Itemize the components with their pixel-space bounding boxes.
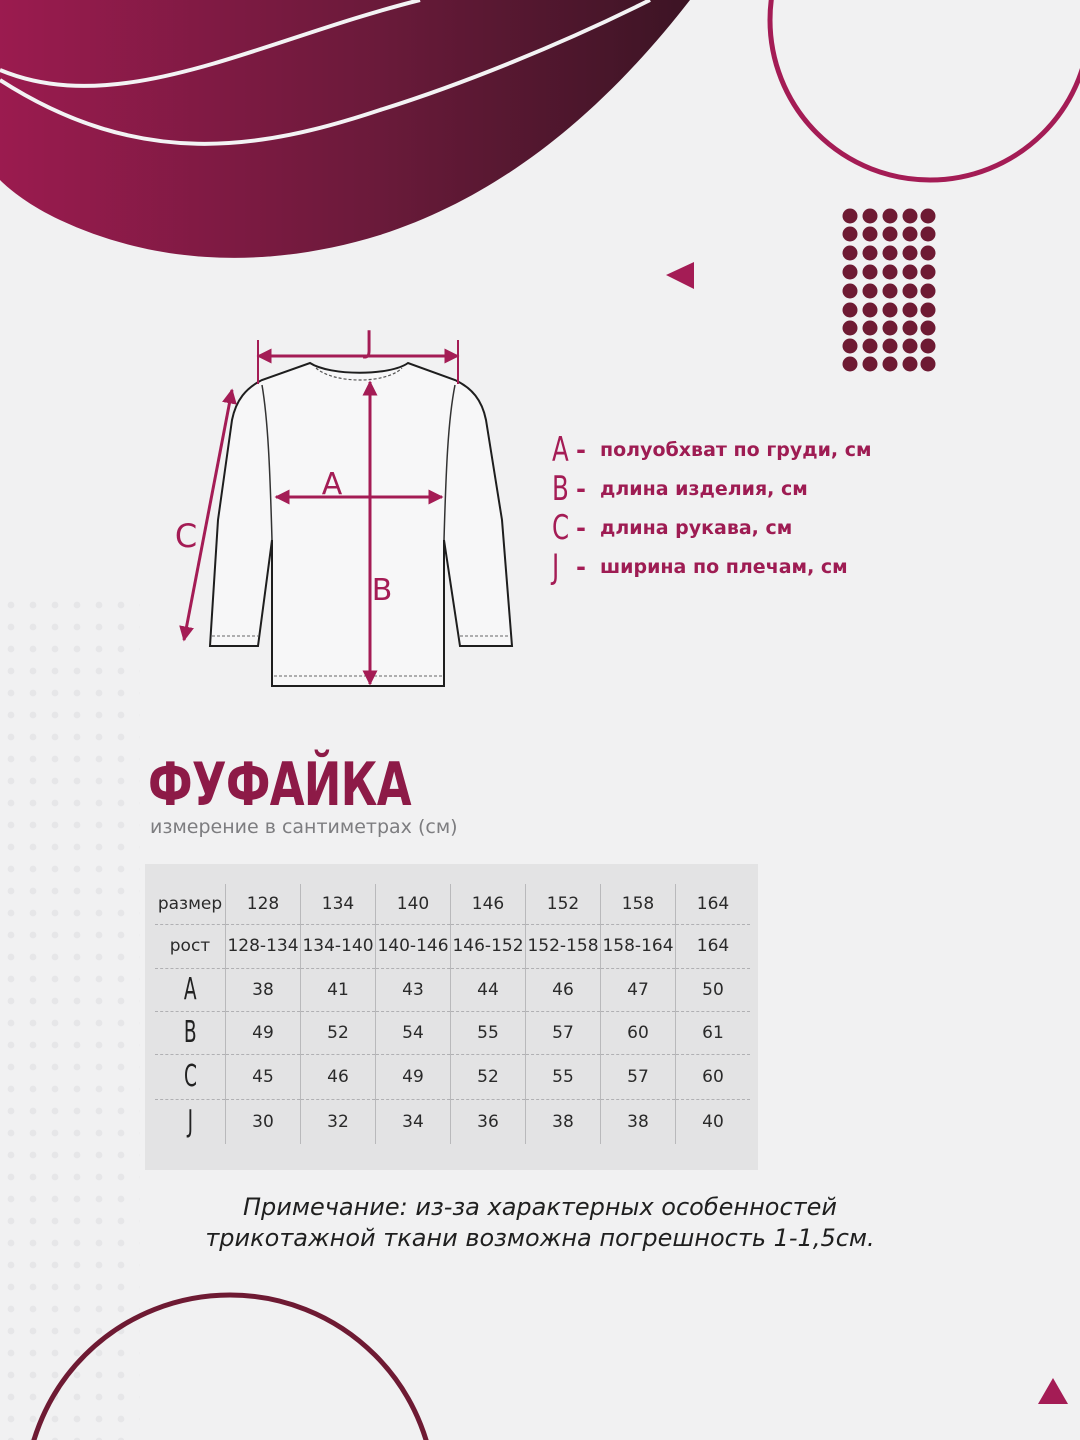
- table-cell: 54: [376, 1011, 451, 1054]
- legend-text: длина изделия, см: [600, 477, 808, 500]
- legend-letter: B: [552, 468, 569, 509]
- legend-text: длина рукава, см: [600, 516, 793, 539]
- table-header-cell: 158: [601, 884, 676, 924]
- table-row: [155, 1099, 750, 1144]
- legend-item-b: B - длина изделия, см: [552, 468, 808, 509]
- table-header-cell: 164: [676, 884, 751, 924]
- table-cell: 46: [301, 1054, 376, 1099]
- table-cell: 38: [526, 1099, 601, 1144]
- legend-letter: J: [552, 546, 559, 587]
- table-cell: 34: [376, 1099, 451, 1144]
- page-subtitle: измерение в сантиметрах (см): [150, 816, 458, 838]
- table-cell: 46: [526, 968, 601, 1011]
- table-header-cell: 134: [301, 884, 376, 924]
- table-cell: 146-152: [451, 924, 526, 968]
- note-line: Примечание: из-за характерных особенностей: [242, 1193, 838, 1221]
- measurement-legend: [552, 430, 972, 586]
- legend-letter: C: [552, 507, 569, 548]
- size-table-card: [145, 864, 758, 1170]
- table-cell: 134-140: [301, 924, 376, 968]
- note-line: трикотажной ткани возможна погрешность 1-1,5см.: [205, 1224, 875, 1252]
- table-cell: 43: [376, 968, 451, 1011]
- label-b: B: [371, 573, 393, 608]
- table-cell: 38: [601, 1099, 676, 1144]
- table-row: [155, 1011, 750, 1054]
- table-header-cell: 140: [376, 884, 451, 924]
- shirt-outline: [210, 363, 512, 686]
- table-header-cell: размер: [155, 884, 226, 924]
- legend-text: полуобхват по груди, см: [600, 438, 872, 461]
- table-cell: 49: [376, 1054, 451, 1099]
- table-cell: 38: [226, 968, 301, 1011]
- table-cell: 41: [301, 968, 376, 1011]
- table-cell: 57: [526, 1011, 601, 1054]
- table-cell: 45: [226, 1054, 301, 1099]
- table-cell: 52: [301, 1011, 376, 1054]
- table-cell: 44: [451, 968, 526, 1011]
- table-cell: 164: [676, 924, 751, 968]
- table-row-head: J: [187, 1104, 193, 1140]
- table-row: [155, 924, 750, 968]
- label-a: A: [321, 467, 343, 502]
- table-cell: 55: [526, 1054, 601, 1099]
- table-cell: 30: [226, 1099, 301, 1144]
- table-cell: 60: [601, 1011, 676, 1054]
- table-cell: 49: [226, 1011, 301, 1054]
- size-table: [155, 884, 750, 1144]
- table-cell: 40: [676, 1099, 751, 1144]
- table-cell: 158-164: [601, 924, 676, 968]
- table-row-head: A: [183, 972, 197, 1007]
- table-header-row: [155, 884, 750, 924]
- legend-text: ширина по плечам, см: [600, 555, 848, 578]
- legend-letter: A: [552, 429, 569, 470]
- table-header-cell: 152: [526, 884, 601, 924]
- table-header-cell: 128: [226, 884, 301, 924]
- table-cell: 128-134: [226, 924, 301, 968]
- table-cell: 32: [301, 1099, 376, 1144]
- table-row-head: B: [183, 1015, 197, 1050]
- table-cell: 52: [451, 1054, 526, 1099]
- table-cell: 55: [451, 1011, 526, 1054]
- table-cell: 50: [676, 968, 751, 1011]
- legend-item-a: A - полуобхват по груди, см: [552, 429, 872, 470]
- table-cell: 57: [601, 1054, 676, 1099]
- label-c: C: [174, 517, 198, 555]
- page-title: ФУФАЙКА: [148, 750, 411, 820]
- table-cell: 47: [601, 968, 676, 1011]
- legend-item-j: J - ширина по плечам, см: [552, 546, 848, 587]
- table-row-head: C: [183, 1059, 197, 1094]
- table-row: [155, 968, 750, 1011]
- table-header-cell: 146: [451, 884, 526, 924]
- table-cell: 152-158: [526, 924, 601, 968]
- table-cell: 61: [676, 1011, 751, 1054]
- table-cell: 36: [451, 1099, 526, 1144]
- note-text: [140, 1192, 940, 1254]
- label-j: J: [364, 325, 374, 360]
- table-cell: 60: [676, 1054, 751, 1099]
- legend-item-c: C - длина рукава, см: [552, 507, 793, 548]
- table-cell: 140-146: [376, 924, 451, 968]
- table-row-head: рост: [155, 924, 226, 968]
- table-row: [155, 1054, 750, 1099]
